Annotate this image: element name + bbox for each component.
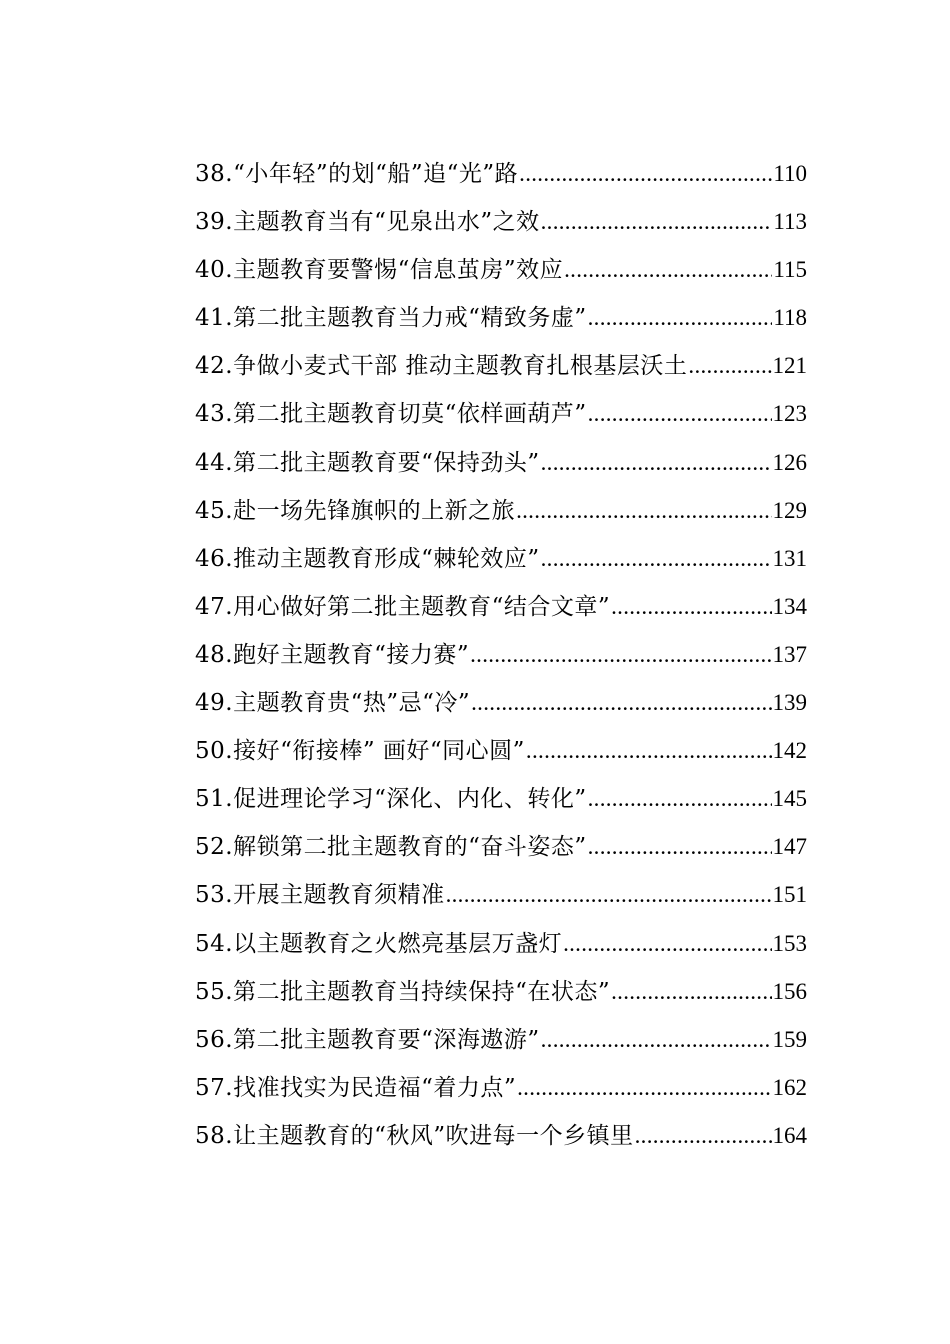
dot-leader (517, 1064, 771, 1112)
toc-entry-title: 42.争做小麦式干部 推动主题教育扎根基层沃土 (195, 353, 688, 380)
toc-entry[interactable] (195, 920, 807, 968)
dot-leader (541, 439, 772, 487)
toc-entry-title: 52.解锁第二批主题教育的“奋斗姿态” (195, 834, 587, 861)
dot-leader (541, 535, 772, 583)
toc-entry-title: 45.赴一场先锋旗帜的上新之旅 (195, 497, 516, 524)
toc-entry-title: 49.主题教育贵“热”忌“冷” (195, 690, 471, 717)
toc-entry-page: 115 (773, 257, 807, 283)
toc-entry-page: 162 (772, 1074, 807, 1100)
toc-entry-title: 43.第二批主题教育切莫“依样画葫芦” (195, 401, 587, 428)
toc-entry-page: 159 (772, 1026, 807, 1052)
toc-entry[interactable] (195, 631, 807, 679)
dot-leader (446, 871, 772, 919)
toc-entry-title: 41.第二批主题教育当力戒“精致务虚” (195, 305, 587, 332)
toc-entry-page: 118 (773, 305, 807, 331)
toc-entry-title: 46.推动主题教育形成“棘轮效应” (195, 545, 540, 572)
toc-entry-page: 121 (772, 353, 807, 379)
toc-entry-title: 39.主题教育当有“见泉出水”之效 (195, 209, 540, 236)
dot-leader (516, 487, 771, 535)
toc-entry-title: 50.接好“衔接棒” 画好“同心圆” (195, 738, 525, 765)
toc-entry[interactable] (195, 823, 807, 871)
dot-leader (564, 246, 772, 294)
toc-entry[interactable] (195, 246, 807, 294)
toc-entry[interactable] (195, 198, 807, 246)
toc-entry-page: 131 (772, 545, 807, 571)
toc-entry-title: 57.找准找实为民造福“着力点” (195, 1074, 517, 1101)
toc-entry-page: 145 (772, 786, 807, 812)
toc-entry[interactable] (195, 342, 807, 390)
toc-entry-title: 58.让主题教育的“秋风”吹进每一个乡镇里 (195, 1122, 634, 1149)
toc-entry-page: 153 (772, 930, 807, 956)
dot-leader (471, 679, 771, 727)
toc-entry-page: 113 (773, 209, 807, 235)
toc-entry-page: 156 (772, 978, 807, 1004)
toc-entry-title: 40.主题教育要警惕“信息茧房”效应 (195, 257, 564, 284)
toc-entry[interactable] (195, 439, 807, 487)
dot-leader (688, 342, 771, 390)
toc-entry-page: 147 (772, 834, 807, 860)
dot-leader (588, 775, 772, 823)
dot-leader (611, 583, 771, 631)
toc-entry[interactable] (195, 871, 807, 919)
toc-entry[interactable] (195, 1112, 807, 1160)
dot-leader (563, 920, 771, 968)
toc-entry-title: 56.第二批主题教育要“深海遨游” (195, 1026, 540, 1053)
dot-leader (519, 150, 772, 198)
dot-leader (635, 1112, 772, 1160)
toc-entry[interactable] (195, 535, 807, 583)
toc-entry[interactable] (195, 1064, 807, 1112)
toc-entry[interactable] (195, 294, 807, 342)
dot-leader (541, 1016, 772, 1064)
toc-entry-page: 151 (772, 882, 807, 908)
toc-entry[interactable] (195, 968, 807, 1016)
dot-leader (588, 294, 773, 342)
dot-leader (526, 727, 772, 775)
toc-entry-page: 139 (772, 690, 807, 716)
toc-entry[interactable] (195, 150, 807, 198)
dot-leader (588, 823, 772, 871)
toc-entry[interactable] (195, 487, 807, 535)
toc-entry-title: 54.以主题教育之火燃亮基层万盏灯 (195, 930, 563, 957)
toc-entry[interactable] (195, 727, 807, 775)
dot-leader (541, 198, 773, 246)
toc-entry-page: 129 (772, 497, 807, 523)
table-of-contents (195, 150, 807, 1160)
toc-entry[interactable] (195, 679, 807, 727)
toc-entry-page: 123 (772, 401, 807, 427)
toc-entry-title: 38.“小年轻”的划“船”追“光”路 (195, 161, 519, 187)
toc-entry[interactable] (195, 775, 807, 823)
toc-entry-page: 134 (772, 593, 807, 619)
toc-entry[interactable] (195, 583, 807, 631)
toc-entry-title: 51.促进理论学习“深化、内化、转化” (195, 786, 587, 813)
toc-entry-title: 48.跑好主题教育“接力赛” (195, 641, 470, 668)
toc-entry-page: 164 (772, 1122, 807, 1148)
toc-entry-page: 142 (772, 738, 807, 764)
toc-entry-title: 47.用心做好第二批主题教育“结合文章” (195, 593, 611, 620)
toc-entry-page: 126 (772, 449, 807, 475)
toc-entry-title: 53.开展主题教育须精准 (195, 882, 445, 909)
toc-entry[interactable] (195, 390, 807, 438)
dot-leader (588, 390, 772, 438)
dot-leader (611, 968, 771, 1016)
toc-entry-page: 110 (773, 161, 807, 186)
toc-entry-title: 44.第二批主题教育要“保持劲头” (195, 449, 540, 476)
dot-leader (470, 631, 771, 679)
toc-entry-title: 55.第二批主题教育当持续保持“在状态” (195, 978, 611, 1005)
toc-entry-page: 137 (772, 641, 807, 667)
toc-entry[interactable] (195, 1016, 807, 1064)
